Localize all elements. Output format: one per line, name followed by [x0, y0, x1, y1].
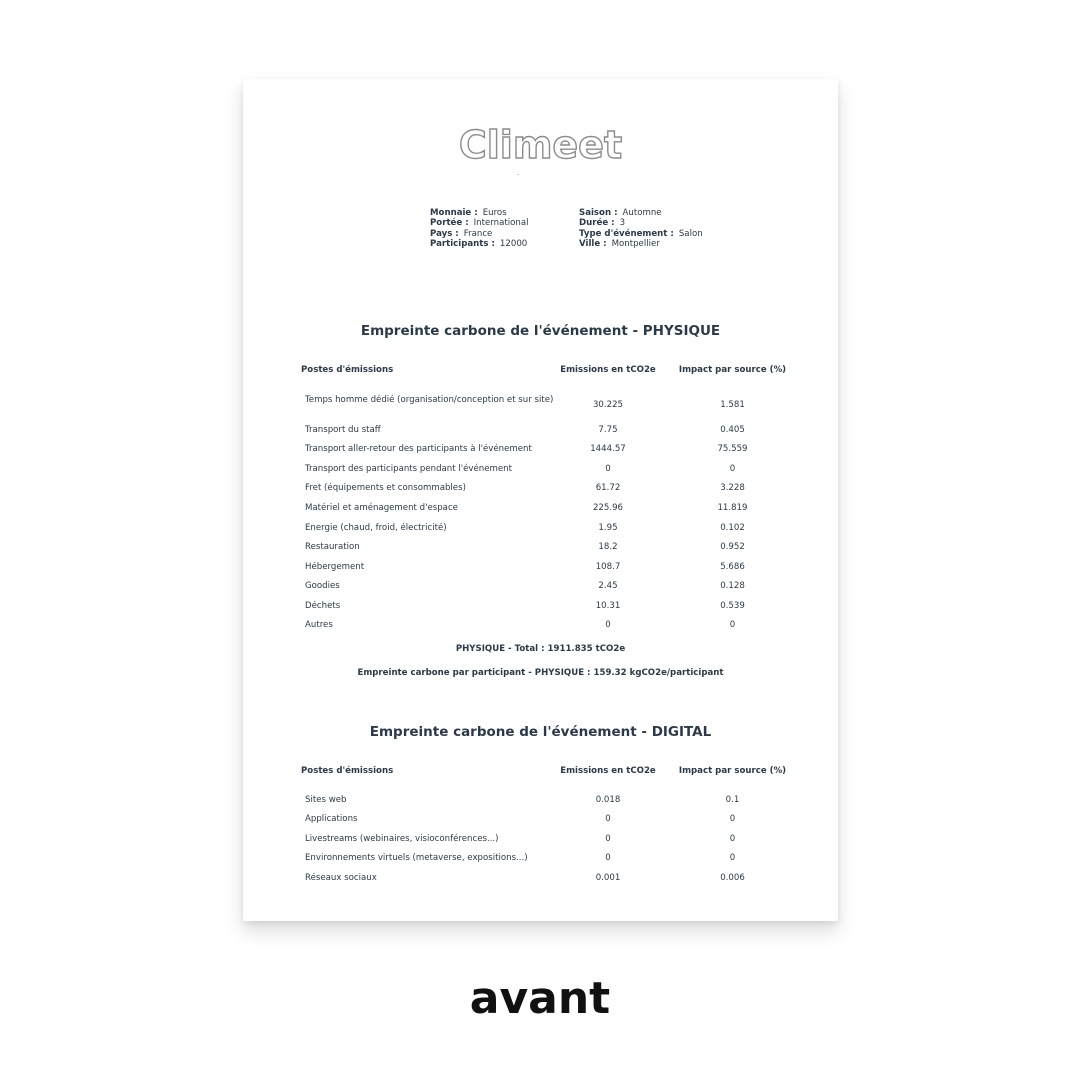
- row-emissions: 0: [605, 814, 611, 824]
- row-label: Energie (chaud, froid, électricité): [305, 523, 447, 533]
- meta-label: Durée :: [579, 218, 615, 229]
- row-emissions: 10.31: [595, 601, 621, 611]
- caption-avant: avant: [469, 973, 611, 1024]
- meta-label: Type d'événement :: [579, 228, 674, 239]
- physique-header-emissions: Emissions en tCO2e: [560, 365, 656, 375]
- row-label: Déchets: [305, 601, 341, 611]
- row-emissions: 0: [605, 853, 611, 863]
- row-impact: 0.128: [720, 581, 745, 591]
- row-impact: 0: [729, 853, 736, 863]
- climeet-logo: Climeet: [458, 123, 623, 167]
- row-emissions: 0.018: [595, 795, 621, 805]
- meta-row-ville: [579, 239, 703, 249]
- meta-label: Pays :: [430, 228, 459, 239]
- row-impact: 0.952: [720, 542, 745, 552]
- digital-section-title: Empreinte carbone de l'événement - DIGITAL: [369, 724, 712, 740]
- row-impact: 11.819: [717, 503, 748, 513]
- meta-row-type: [579, 229, 703, 239]
- meta-row-monnaie: [430, 208, 529, 218]
- digital-header-postes: Postes d'émissions: [301, 766, 394, 776]
- meta-right-block: [579, 208, 703, 250]
- meta-value: Salon: [678, 228, 703, 239]
- meta-value: France: [463, 228, 493, 239]
- row-emissions: 0: [605, 620, 611, 630]
- meta-label: Participants :: [430, 239, 495, 250]
- row-impact: 0.405: [720, 425, 745, 435]
- row-impact: 0: [729, 620, 736, 630]
- meta-label: Saison :: [579, 208, 618, 218]
- row-label: Applications: [305, 814, 358, 824]
- row-emissions: 61.72: [595, 483, 621, 493]
- row-label: Transport aller-retour des participants à l'événement: [305, 444, 532, 454]
- row-emissions: 0.001: [595, 873, 621, 883]
- meta-value: International: [473, 218, 529, 229]
- meta-row-participants: [430, 239, 529, 249]
- meta-row-saison: [579, 208, 703, 218]
- row-emissions: 108.7: [595, 562, 621, 572]
- row-impact: 1.581: [720, 400, 745, 410]
- physique-section-title: Empreinte carbone de l'événement - PHYSIQUE: [360, 323, 721, 339]
- digital-header-impact: Impact par source (%): [678, 766, 787, 776]
- row-impact: 0.102: [720, 523, 745, 533]
- meta-row-duree: [579, 218, 703, 228]
- meta-value: Montpellier: [611, 239, 660, 250]
- physique-header-impact: Impact par source (%): [678, 365, 787, 375]
- physique-header-postes: Postes d'émissions: [301, 365, 394, 375]
- row-emissions: 18.2: [598, 542, 618, 552]
- row-emissions: 7.75: [598, 425, 618, 435]
- row-label: Environnements virtuels (metaverse, expositions...): [305, 853, 528, 863]
- physique-total: PHYSIQUE - Total : 1911.835 tCO2e: [455, 644, 626, 654]
- row-label: Sites web: [305, 795, 347, 805]
- meta-row-portee: [430, 218, 529, 228]
- row-label: Transport du staff: [305, 425, 381, 435]
- meta-value: 12000: [499, 239, 528, 250]
- row-impact: 0: [729, 814, 736, 824]
- digital-header-emissions: Emissions en tCO2e: [560, 766, 656, 776]
- row-emissions: 30.225: [592, 400, 624, 410]
- row-label: Fret (équipements et consommables): [305, 483, 466, 493]
- row-impact: 0.1: [725, 795, 740, 805]
- row-impact: 0.539: [720, 601, 745, 611]
- meta-row-pays: [430, 229, 529, 239]
- row-impact: 0: [729, 834, 736, 844]
- row-label: Autres: [305, 620, 333, 630]
- row-emissions: 0: [605, 464, 611, 474]
- meta-value: Euros: [482, 208, 507, 218]
- meta-value: Automne: [622, 208, 662, 218]
- meta-left-block: [430, 208, 529, 250]
- physique-per-participant: Empreinte carbone par participant - PHYSIQUE : 159.32 kgCO2e/participant: [357, 668, 724, 678]
- row-label: Transport des participants pendant l'événement: [305, 464, 512, 474]
- row-label: Restauration: [305, 542, 360, 552]
- row-emissions: 1444.57: [590, 444, 626, 454]
- meta-label: Monnaie :: [430, 208, 478, 218]
- row-impact: 75.559: [717, 444, 748, 454]
- logo-dot: [517, 174, 519, 175]
- row-impact: 0: [729, 464, 736, 474]
- row-impact: 5.686: [720, 562, 745, 572]
- row-label: Réseaux sociaux: [305, 873, 377, 883]
- row-emissions: 1.95: [598, 523, 618, 533]
- row-label: Hébergement: [305, 562, 365, 572]
- row-label: Goodies: [305, 581, 340, 591]
- row-impact: 3.228: [720, 483, 745, 493]
- row-label: Temps homme dédié (organisation/conception et sur site): [305, 395, 554, 405]
- row-label: Livestreams (webinaires, visioconférences...): [305, 834, 499, 844]
- row-emissions: 225.96: [592, 503, 624, 513]
- meta-label: Ville :: [579, 239, 607, 250]
- row-label: Matériel et aménagement d'espace: [305, 503, 458, 513]
- table-row: [243, 395, 838, 415]
- row-emissions: 2.45: [598, 581, 618, 591]
- row-emissions: 0: [605, 834, 611, 844]
- meta-value: 3: [619, 218, 626, 229]
- row-impact: 0.006: [720, 873, 745, 883]
- meta-label: Portée :: [430, 218, 469, 229]
- report-page: [243, 79, 838, 921]
